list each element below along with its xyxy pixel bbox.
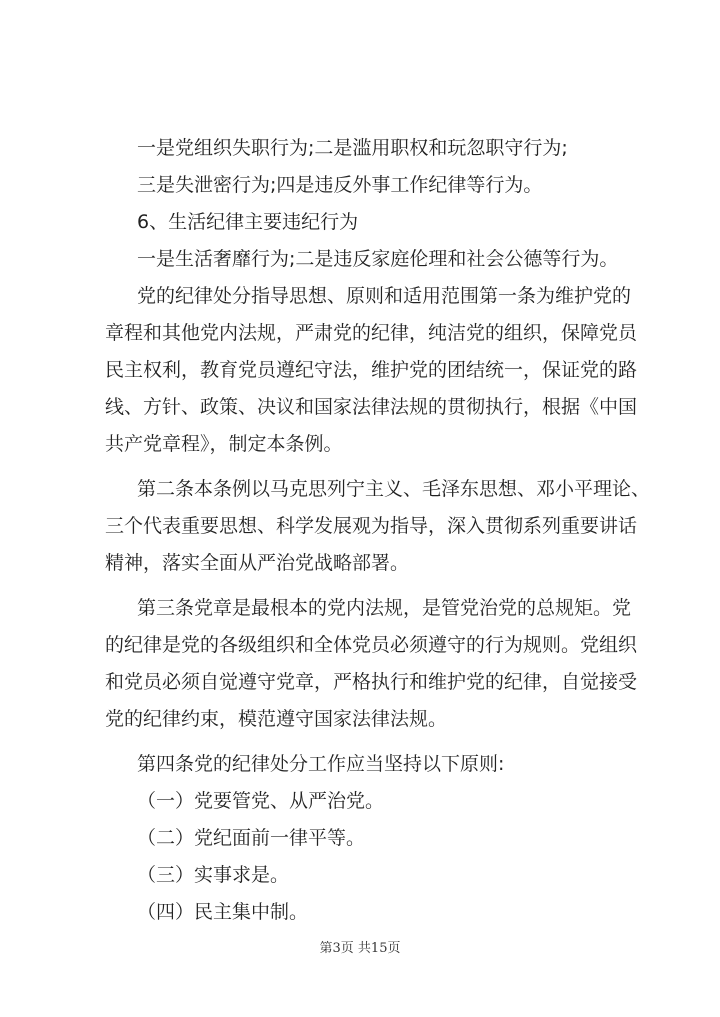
text-line: 第二条本条例以马克思列宁主义、毛泽东思想、邓小平理论、 [137, 478, 651, 500]
text-line: 三个代表重要思想、科学发展观为指导，深入贯彻系列重要讲话 [105, 515, 638, 537]
text-line: 党的纪律约束，模范遵守国家法律法规。 [105, 708, 448, 730]
text-line: 章程和其他党内法规，严肃党的纪律，纯洁党的组织，保障党员 [105, 322, 638, 344]
text-line: 的纪律是党的各级组织和全体党员必须遵守的行为规则。党组织 [105, 634, 638, 656]
text-line: 三是失泄密行为;四是违反外事工作纪律等行为。 [137, 174, 543, 196]
text-line: 第三条党章是最根本的党内法规，是管党治党的总规矩。党 [137, 597, 632, 619]
list-item: （三）实事求是。 [137, 864, 290, 886]
section-heading: 6、生活纪律主要违纪行为 [137, 211, 359, 233]
text-line: 一是生活奢靡行为;二是违反家庭伦理和社会公德等行为。 [137, 248, 619, 270]
list-item: （四）民主集中制。 [137, 901, 309, 923]
list-item: （二）党纪面前一律平等。 [137, 827, 366, 849]
text-line: 第四条党的纪律处分工作应当坚持以下原则: [137, 753, 505, 775]
list-item: （一）党要管党、从严治党。 [137, 790, 385, 812]
text-line: 民主权利，教育党员遵纪守法，维护党的团结统一，保证党的路 [105, 359, 638, 381]
text-line: 共产党章程》，制定本条例。 [105, 433, 343, 455]
text-line: 党的纪律处分指导思想、原则和适用范围第一条为维护党的 [137, 285, 632, 307]
text-line: 和党员必须自觉遵守党章，严格执行和维护党的纪律，自觉接受 [105, 671, 638, 693]
text-line: 精神，落实全面从严治党战略部署。 [105, 552, 410, 574]
text-line: 线、方针、政策、决议和国家法律法规的贯彻执行，根据《中国 [105, 396, 638, 418]
text-line: 一是党组织失职行为;二是滥用职权和玩忽职守行为; [137, 137, 568, 159]
page-number-footer: 第3页 共15页 [319, 941, 401, 956]
